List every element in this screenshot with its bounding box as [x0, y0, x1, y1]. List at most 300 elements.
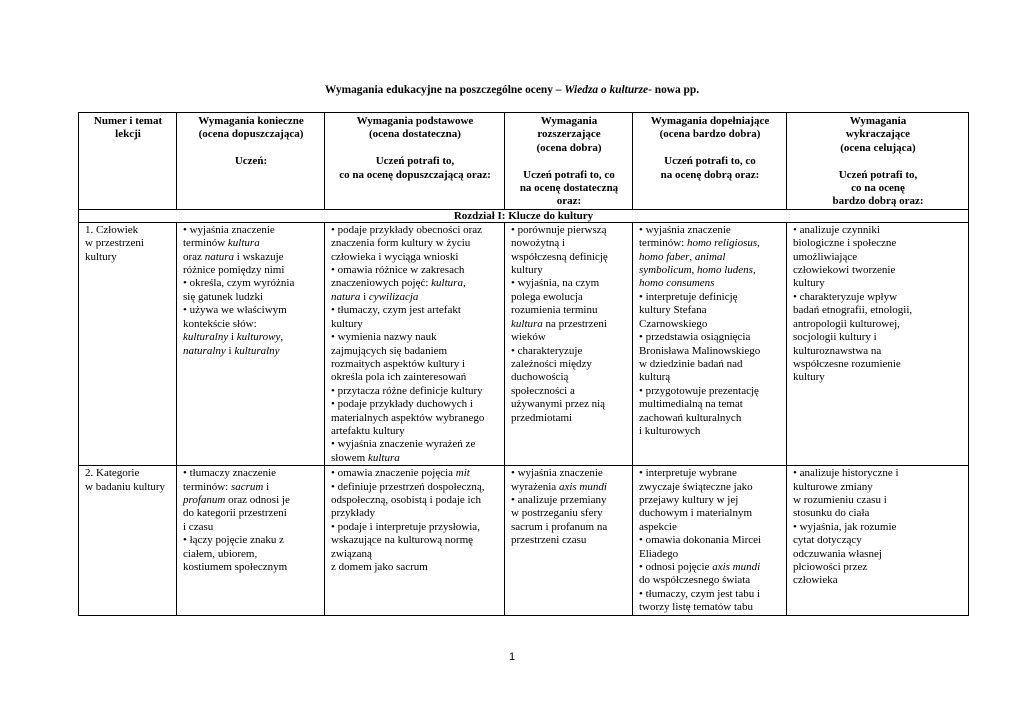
text-run: kulturą: [639, 371, 671, 384]
cell-line: [511, 398, 627, 411]
cell-line: [331, 318, 499, 331]
text-run: ,: [462, 277, 466, 290]
cell-line: [511, 358, 627, 371]
header-line: (ocena dobra): [536, 141, 602, 154]
text-run: odczuwania własnej: [793, 547, 882, 560]
text-run: • podaje przykłady duchowych i: [331, 398, 473, 411]
italic-term: axis mundi: [712, 561, 761, 573]
text-run: • tłumaczy znaczenie: [183, 467, 277, 480]
text-run: ,: [689, 250, 695, 263]
cell-line: [793, 318, 963, 331]
italic-term: animal: [694, 250, 726, 263]
text-run: terminów: [183, 237, 228, 250]
text-run: przejawy kultury w jej: [639, 493, 739, 506]
table-row: [79, 222, 969, 465]
text-run: tworzy listę tematów tabu: [639, 601, 753, 614]
text-run: kultury: [511, 264, 543, 277]
cell-line: [183, 291, 319, 304]
text-run: • interpretuje definicję: [639, 290, 738, 303]
cell-line: [639, 318, 781, 331]
cell-line: [793, 521, 963, 534]
cell-line: [639, 358, 781, 371]
title-part-3: - nowa pp.: [648, 84, 700, 96]
cell-line: [793, 345, 963, 358]
header-cell: [325, 113, 505, 210]
header-line: Wymagania podstawowe: [356, 115, 474, 127]
cell-line: [331, 507, 499, 520]
cell-line: [183, 561, 319, 574]
cell-line: [331, 452, 499, 465]
header-line: co na ocenę dopuszczającą oraz:: [339, 168, 491, 181]
cell-line: [511, 534, 627, 547]
cell-line: [793, 494, 963, 507]
table-cell: [633, 466, 787, 615]
text-run: biologiczne i społeczne: [793, 237, 897, 250]
table-row: [79, 466, 969, 615]
header-line: bardzo dobrą oraz:: [832, 195, 924, 208]
text-run: • wyjaśnia znaczenie wyrażeń ze: [331, 438, 476, 451]
text-run: • wyjaśnia znaczenie: [511, 467, 603, 480]
cell-line: [511, 345, 627, 358]
cell-line: [511, 318, 627, 331]
text-run: człowieka: [793, 574, 838, 587]
text-run: badań etnografii, etnologii,: [793, 304, 913, 317]
cell-line: [511, 507, 627, 520]
text-run: • określa, czym wyróżnia: [183, 277, 295, 290]
text-run: nowożytną i: [511, 237, 566, 250]
text-run: ,: [757, 237, 760, 250]
cell-line: [183, 304, 319, 317]
cell-line: [793, 224, 963, 237]
cell-line: [511, 224, 627, 237]
header-line: (ocena celująca): [840, 141, 916, 154]
cell-line: [793, 277, 963, 290]
table-cell: [505, 466, 633, 615]
text-run: odspołeczną, osobistą i podaje ich: [331, 493, 481, 506]
italic-term: kulturowy: [236, 331, 281, 344]
italic-term: symbolicum: [639, 264, 692, 277]
header-cell: [633, 113, 787, 210]
text-run: • używa we właściwym: [183, 304, 287, 317]
section-row: [79, 209, 969, 222]
text-run: Eliadego: [639, 547, 679, 560]
cell-line: [331, 264, 499, 277]
cell-line: [511, 251, 627, 264]
header-line: Wymagania: [849, 115, 907, 127]
cell-line: [639, 481, 781, 494]
text-run: • przytacza różne definicje kultury: [331, 384, 483, 397]
cell-line: [331, 291, 499, 304]
table-cell: [787, 466, 969, 615]
text-run: znaczeniowych pojęć:: [331, 277, 432, 290]
text-run: współczesną definicję: [511, 250, 608, 263]
table-cell: [79, 466, 177, 615]
table-cell: [787, 222, 969, 465]
cell-line: [183, 264, 319, 277]
header-line: [639, 142, 781, 155]
cell-line: [639, 385, 781, 398]
requirements-table: [78, 112, 969, 616]
text-run: • omawia różnice w zakresach: [331, 264, 465, 277]
text-run: artefaktu kultury: [331, 424, 405, 437]
cell-line: [331, 251, 499, 264]
table-cell: [177, 222, 325, 465]
text-run: • definiuje przestrzeń dospołeczną,: [331, 480, 485, 493]
italic-term: homo faber: [639, 250, 690, 263]
header-line: Uczeń potrafi to, co: [664, 155, 756, 168]
cell-line: [639, 601, 781, 614]
text-run: ,: [280, 331, 284, 344]
header-line: Wymagania: [540, 115, 598, 127]
text-run: przestrzeni czasu: [511, 534, 587, 547]
text-run: się gatunek ludzki: [183, 290, 264, 303]
text-run: społeczności a: [511, 384, 575, 397]
text-run: • wyjaśnia, jak rozumie: [793, 520, 897, 533]
text-run: i: [225, 344, 235, 357]
text-run: rozumienia terminu: [511, 304, 598, 317]
cell-line: [511, 385, 627, 398]
cell-line: [331, 358, 499, 371]
cell-line: [183, 534, 319, 547]
header-line: Wymagania dopełniające: [650, 115, 770, 127]
text-run: kontekście słów:: [183, 317, 257, 330]
text-run: • tłumaczy, czym jest artefakt: [331, 304, 461, 317]
cell-line: [639, 588, 781, 601]
italic-term: profanum: [183, 493, 226, 506]
text-run: używanymi przez nią: [511, 398, 606, 411]
cell-line: [183, 237, 319, 250]
text-run: ,: [691, 264, 698, 277]
italic-term: natura: [204, 250, 235, 263]
header-row: [79, 113, 969, 210]
text-run: • omawia dokonania Mircei: [639, 534, 762, 547]
table-cell: [505, 222, 633, 465]
cell-line: [639, 467, 781, 480]
text-run: • wyjaśnia znaczenie: [639, 223, 731, 236]
cell-line: [183, 331, 319, 344]
text-run: określa pola ich zainteresowań: [331, 371, 467, 384]
cell-line: [511, 494, 627, 507]
text-run: do współczesnego świata: [639, 574, 751, 587]
text-run: kultury: [331, 317, 363, 330]
header-cell: [505, 113, 633, 210]
italic-term: kulturalny: [234, 344, 280, 357]
text-run: w badaniu kultury: [85, 480, 166, 493]
text-run: człowieka i wyciąga wnioski: [331, 250, 459, 263]
text-run: • analizuje przemiany: [511, 493, 607, 506]
cell-line: [639, 412, 781, 425]
text-run: multimedialną na temat: [639, 398, 743, 411]
table-cell: [633, 222, 787, 465]
italic-term: naturalny: [183, 344, 226, 357]
cell-line: [511, 371, 627, 384]
header-line: [511, 155, 627, 168]
text-run: umożliwiające: [793, 250, 858, 263]
text-run: • interpretuje wybrane: [639, 467, 737, 480]
header-cell: [177, 113, 325, 210]
text-run: kostiumem społecznym: [183, 561, 288, 573]
cell-line: [183, 548, 319, 561]
text-run: przedmiotami: [511, 411, 573, 424]
italic-term: kultura: [431, 277, 463, 290]
header-cell: [787, 113, 969, 210]
text-run: związaną: [331, 547, 372, 560]
cell-line: [639, 398, 781, 411]
text-run: Bronisława Malinowskiego: [639, 344, 761, 357]
cell-line: [639, 534, 781, 547]
cell-line: [793, 481, 963, 494]
cell-line: [793, 291, 963, 304]
text-run: 1. Człowiek: [85, 223, 139, 236]
text-run: duchowością: [511, 371, 569, 384]
text-run: zajmujących się badaniem: [331, 344, 448, 357]
italic-term: natura: [331, 290, 361, 303]
cell-line: [331, 331, 499, 344]
cell-line: [331, 481, 499, 494]
text-run: płciowości przez: [793, 561, 868, 573]
cell-line: [639, 494, 781, 507]
cell-line: [511, 304, 627, 317]
italic-term: homo consumens: [639, 277, 715, 290]
cell-line: [183, 251, 319, 264]
cell-line: [511, 291, 627, 304]
cell-line: [639, 425, 781, 438]
section-title: Rozdział I: Klucze do kultury: [79, 209, 969, 222]
cell-line: [511, 467, 627, 480]
text-run: i wskazuje: [234, 250, 284, 263]
text-run: kultury: [793, 371, 825, 384]
cell-line: [639, 371, 781, 384]
text-run: w przestrzeni: [85, 237, 144, 250]
italic-term: axis mundi: [558, 480, 607, 493]
cell-line: [331, 438, 499, 451]
italic-term: mit: [455, 467, 470, 480]
cell-line: [793, 371, 963, 384]
text-run: socjologii kultury i: [793, 331, 877, 344]
document-title: [0, 84, 1024, 96]
cell-line: [331, 277, 499, 290]
cell-line: [331, 425, 499, 438]
italic-term: kulturalny: [183, 331, 229, 344]
text-run: 2. Kategorie: [85, 467, 140, 480]
header-line: Numer i temat: [93, 115, 163, 127]
text-run: duchowym i materialnym: [639, 507, 753, 520]
cell-line: [183, 318, 319, 331]
cell-line: [639, 507, 781, 520]
text-run: wskazujące na kulturową normę: [331, 534, 474, 547]
text-run: • łączy pojęcie znaku z: [183, 534, 284, 547]
text-run: stosunku do ciała: [793, 507, 870, 520]
cell-line: [331, 521, 499, 534]
text-run: różnice pomiędzy nimi: [183, 264, 285, 277]
text-run: ciałem, ubiorem,: [183, 547, 258, 560]
cell-line: [793, 251, 963, 264]
cell-line: [331, 237, 499, 250]
text-run: kulturowe zmiany: [793, 480, 873, 493]
text-run: z domem jako sacrum: [331, 561, 428, 573]
title-part-1: Wymagania edukacyjne na poszczególne oceny –: [324, 84, 565, 96]
cell-line: [331, 371, 499, 384]
text-run: i: [360, 290, 369, 303]
text-run: • wyjaśnia, na czym: [511, 277, 600, 290]
cell-line: [85, 237, 171, 250]
cell-line: [793, 304, 963, 317]
text-run: terminów:: [183, 480, 231, 493]
header-line: (ocena dopuszczająca): [198, 128, 304, 141]
header-line: [331, 142, 499, 155]
text-run: terminów:: [639, 237, 687, 250]
cell-line: [639, 548, 781, 561]
cell-line: [639, 304, 781, 317]
text-run: zwyczaje świąteczne jako: [639, 480, 753, 493]
cell-line: [183, 277, 319, 290]
text-run: cytat dotyczący: [793, 534, 862, 547]
table-cell: [325, 466, 505, 615]
header-line: (ocena bardzo dobra): [659, 128, 761, 141]
italic-term: kultura: [511, 317, 543, 330]
header-line: [793, 155, 963, 168]
text-run: i: [228, 331, 237, 344]
text-run: do kategorii przestrzeni: [183, 507, 287, 520]
text-run: przykłady: [331, 507, 375, 520]
page-number: 1: [508, 651, 516, 663]
text-run: i: [263, 480, 270, 493]
cell-line: [639, 345, 781, 358]
text-run: • analizuje czynniki: [793, 223, 880, 236]
text-run: • porównuje pierwszą: [511, 223, 607, 236]
text-run: • podaje i interpretuje przysłowia,: [331, 520, 480, 533]
header-line: oraz:: [556, 195, 582, 208]
header-line: (ocena dostateczna): [369, 128, 461, 141]
text-run: aspekcie: [639, 520, 677, 533]
text-run: • charakteryzuje: [511, 344, 583, 357]
cell-line: [639, 331, 781, 344]
cell-line: [511, 481, 627, 494]
cell-line: [511, 521, 627, 534]
cell-line: [793, 331, 963, 344]
cell-line: [85, 251, 171, 264]
header-line: na ocenę dostateczną: [519, 182, 619, 195]
text-run: i kulturowych: [639, 424, 701, 437]
text-run: polega ewolucja: [511, 290, 583, 303]
text-run: antropologii kulturowej,: [793, 317, 900, 330]
text-run: materialnych aspektów wybranego: [331, 411, 485, 424]
cell-line: [511, 412, 627, 425]
cell-line: [331, 534, 499, 547]
header-cell: [79, 113, 177, 210]
cell-line: [183, 507, 319, 520]
text-run: • wymienia nazwy nauk: [331, 331, 437, 344]
header-line: Uczeń potrafi to,: [838, 168, 918, 181]
cell-line: [331, 398, 499, 411]
cell-line: [793, 264, 963, 277]
text-run: w dziedzinie badań nad: [639, 357, 743, 370]
text-run: • przygotowuje prezentację: [639, 384, 759, 397]
italic-term: kultura: [227, 237, 260, 250]
text-run: kultury: [793, 277, 825, 290]
text-run: sacrum i profanum na: [511, 520, 608, 533]
header-line: lekcji: [115, 128, 141, 141]
text-run: w rozumieniu czasu i: [793, 493, 887, 506]
text-run: kultury: [85, 250, 117, 263]
text-run: na przestrzeni: [542, 317, 607, 330]
cell-line: [639, 291, 781, 304]
text-run: • wyjaśnia znaczenie: [183, 223, 275, 236]
italic-term: kultura: [367, 451, 400, 464]
cell-line: [183, 345, 319, 358]
text-run: • tłumaczy, czym jest tabu i: [639, 587, 761, 600]
cell-line: [793, 561, 963, 574]
text-run: wieków: [511, 331, 546, 344]
cell-line: [85, 481, 171, 494]
cell-line: [793, 358, 963, 371]
header-line: Uczeń potrafi to,: [375, 155, 455, 168]
cell-line: [331, 345, 499, 358]
text-run: • analizuje historyczne i: [793, 467, 899, 480]
cell-line: [639, 264, 781, 277]
text-run: i czasu: [183, 520, 214, 533]
cell-line: [511, 277, 627, 290]
cell-line: [639, 224, 781, 237]
cell-line: [639, 251, 781, 264]
table-cell: [325, 222, 505, 465]
cell-line: [639, 237, 781, 250]
text-run: słowem: [331, 451, 368, 464]
header-line: wykraczające: [845, 128, 911, 141]
cell-line: [183, 494, 319, 507]
text-run: kultury Stefana: [639, 304, 707, 317]
text-run: • odnosi pojęcie: [639, 561, 713, 573]
header-line: Uczeń potrafi to, co: [523, 168, 615, 181]
cell-line: [511, 331, 627, 344]
cell-line: [331, 412, 499, 425]
text-run: człowiekowi tworzenie: [793, 264, 896, 277]
text-run: • podaje przykłady obecności oraz: [331, 223, 483, 236]
text-run: w postrzeganiu sfery: [511, 507, 603, 520]
title-part-2: Wiedza o kulturze: [564, 84, 649, 96]
text-run: kulturoznawstwa na: [793, 344, 882, 357]
cell-line: [331, 385, 499, 398]
cell-line: [793, 507, 963, 520]
cell-line: [793, 467, 963, 480]
table-cell: [177, 466, 325, 615]
cell-line: [793, 574, 963, 587]
cell-line: [793, 237, 963, 250]
text-run: rozmaitych aspektów kultury i: [331, 357, 466, 370]
italic-term: cywilizacja: [368, 290, 419, 303]
cell-line: [331, 548, 499, 561]
text-run: Czarnowskiego: [639, 317, 708, 330]
cell-line: [331, 224, 499, 237]
text-run: znaczenia form kultury w życiu: [331, 237, 471, 250]
italic-term: homo religiosus: [686, 237, 758, 250]
cell-line: [85, 467, 171, 480]
cell-line: [331, 494, 499, 507]
cell-line: [639, 561, 781, 574]
text-run: ,: [752, 264, 756, 277]
header-line: [183, 142, 319, 155]
text-run: zależności między: [511, 357, 592, 370]
cell-line: [793, 548, 963, 561]
cell-line: [85, 224, 171, 237]
cell-line: [639, 574, 781, 587]
cell-line: [183, 224, 319, 237]
table-cell: [79, 222, 177, 465]
cell-line: [639, 277, 781, 290]
text-run: wyrażenia: [511, 480, 559, 493]
text-run: • omawia znaczenie pojęcia: [331, 467, 456, 480]
cell-line: [793, 534, 963, 547]
